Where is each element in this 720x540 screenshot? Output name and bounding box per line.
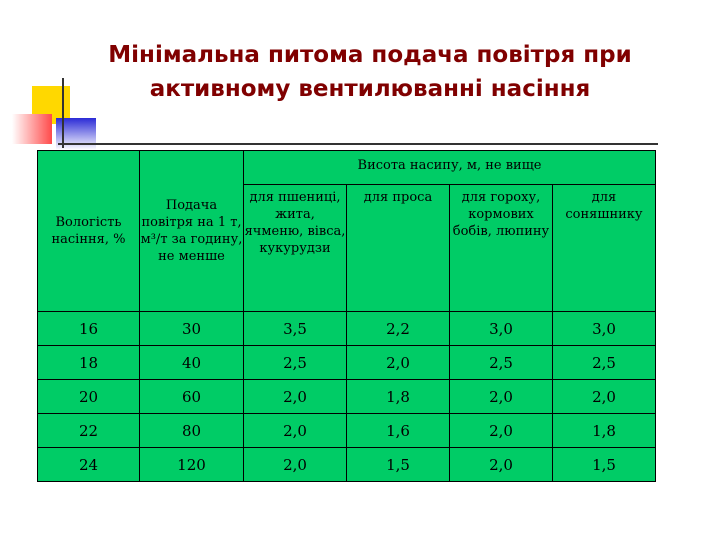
table-cell: 18: [37, 345, 140, 380]
header-wheat: для пшениці, жита, ячменю, вівса, кукурудзи: [243, 184, 347, 312]
header-airflow: Подача повітря на 1 т, м³/т за годину, не менше: [139, 150, 244, 312]
header-moisture: Вологість насіння, %: [37, 150, 140, 312]
table-cell: 20: [37, 379, 140, 414]
table-cell: 1,5: [346, 447, 450, 482]
table-cell: 2,5: [552, 345, 656, 380]
table-cell: 60: [139, 379, 244, 414]
header-height-group: Висота насипу, м, не вище: [243, 150, 656, 185]
table-cell: 2,5: [449, 345, 553, 380]
header-millet: для проса: [346, 184, 450, 312]
table-cell: 80: [139, 413, 244, 448]
table-cell: 2,0: [243, 447, 347, 482]
table-cell: 1,6: [346, 413, 450, 448]
header-sunflower: для соняшнику: [552, 184, 656, 312]
table-cell: 3,0: [552, 311, 656, 346]
table-cell: 120: [139, 447, 244, 482]
table-cell: 2,0: [449, 379, 553, 414]
table-cell: 16: [37, 311, 140, 346]
table-cell: 2,0: [552, 379, 656, 414]
table-cell: 3,0: [449, 311, 553, 346]
table-cell: 24: [37, 447, 140, 482]
title-line-1: Мінімальна питома подача повітря при: [108, 42, 632, 68]
table-cell: 1,5: [552, 447, 656, 482]
table-cell: 3,5: [243, 311, 347, 346]
table-cell: 22: [37, 413, 140, 448]
table-cell: 2,0: [449, 413, 553, 448]
table-cell: 1,8: [552, 413, 656, 448]
table-cell: 2,2: [346, 311, 450, 346]
table-cell: 30: [139, 311, 244, 346]
table-cell: 2,0: [346, 345, 450, 380]
table-cell: 1,8: [346, 379, 450, 414]
header-pea: для гороху, кормових бобів, люпину: [449, 184, 553, 312]
title-line-2: активному вентилюванні насіння: [149, 76, 591, 102]
table-cell: 40: [139, 345, 244, 380]
table-cell: 2,5: [243, 345, 347, 380]
table-cell: 2,0: [243, 413, 347, 448]
table-cell: 2,0: [243, 379, 347, 414]
table-cell: 2,0: [449, 447, 553, 482]
